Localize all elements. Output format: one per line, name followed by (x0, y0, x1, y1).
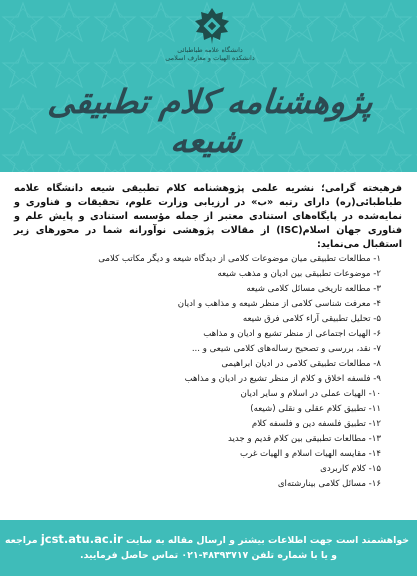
university-name (150, 46, 270, 62)
topics-list (51, 252, 381, 492)
journal-website-link[interactable]: jcst.atu.ac.ir (40, 532, 123, 546)
footer-text-before: خواهشمند است جهت اطلاعات بیشتر و ارسال مقاله به سایت (125, 535, 409, 546)
list-item: ۱- مطالعات تطبیقی میان موضوعات کلامی از دیدگاه شیعه و دیگر مکاتب کلامی (98, 254, 381, 264)
footer-contact-line: و یا با شماره تلفن ۴۸۳۹۳۷۱۷-۰۲۱ تماس حاصل فرمایید. (80, 550, 337, 561)
header-banner (0, 0, 417, 172)
footer-text-after: مراجعه (4, 535, 38, 546)
list-item: ۴- معرفت شناسی کلامی از منظر شیعه و مذاهب و ادیان (177, 299, 381, 309)
list-item: ۱۴- مقایسه الهیات اسلام و الهیات غرب (239, 449, 381, 459)
university-line-2: دانشکده الهیات و معارف اسلامی (165, 54, 255, 62)
list-item: ۹- فلسفه اخلاق و کلام از منظر تشیع در ادیان و مذاهب (184, 374, 381, 384)
list-item: ۶- الهیات اجتماعی از منظر تشیع و ادیان و مذاهب (203, 329, 381, 339)
list-item: ۷- نقد، بررسی و تصحیح رساله‌های کلامی شیعی و ... (191, 344, 381, 354)
list-item: ۲- موضوعات تطبیقی بین ادیان و مذهب شیعه (217, 269, 381, 279)
university-line-1: دانشگاه علامه طباطبائی (177, 46, 243, 54)
journal-title: پژوهشنامه کلام تطبیقی شیعه (46, 82, 375, 160)
list-item: ۱۰- الهیات عملی در اسلام و سایر ادیان (240, 389, 381, 399)
list-item: ۳- مطالعه تاریخی مسائل کلامی شیعه (246, 284, 381, 294)
list-item: ۱۱- تطبیق کلام عقلی و نقلی (شیعه) (250, 404, 381, 414)
list-item: ۸- مطالعات تطبیقی کلامی در ادیان ابراهیمی (221, 359, 381, 369)
footer-line-1 (4, 532, 409, 546)
content-area (0, 172, 417, 520)
list-item: ۱۵- کلام کاربردی (320, 464, 381, 474)
intro-paragraph: فرهیخته گرامی؛ نشریه علمی پژوهشنامه کلام تطبیقی شیعه دانشگاه علامه طباطبائی(ره) دارای رتبه «ب» در ارزیابی وزارت علوم، تحقیقات و فناوری و نمایه‌شده در پایگاه‌های استنادی معتبر از جمله مؤسسه استنادی و پایش علم و فناوری جهان اسلام(ISC) از مقالات پژوهشی نوآورانه شما در محورهای زیر استقبال می‌نماید: (14, 183, 402, 250)
list-item: ۵- تحلیل تطبیقی آراء کلامی فرق شیعه (242, 314, 381, 324)
list-item: ۱۲- تطبیق فلسفه دین و فلسفه کلام (251, 419, 381, 429)
list-item: ۱۳- مطالعات تطبیقی بین کلام قدیم و جدید (227, 434, 381, 444)
list-item: ۱۶- مسائل کلامی بینارشته‌ای (277, 479, 381, 489)
footer-banner (0, 520, 417, 576)
